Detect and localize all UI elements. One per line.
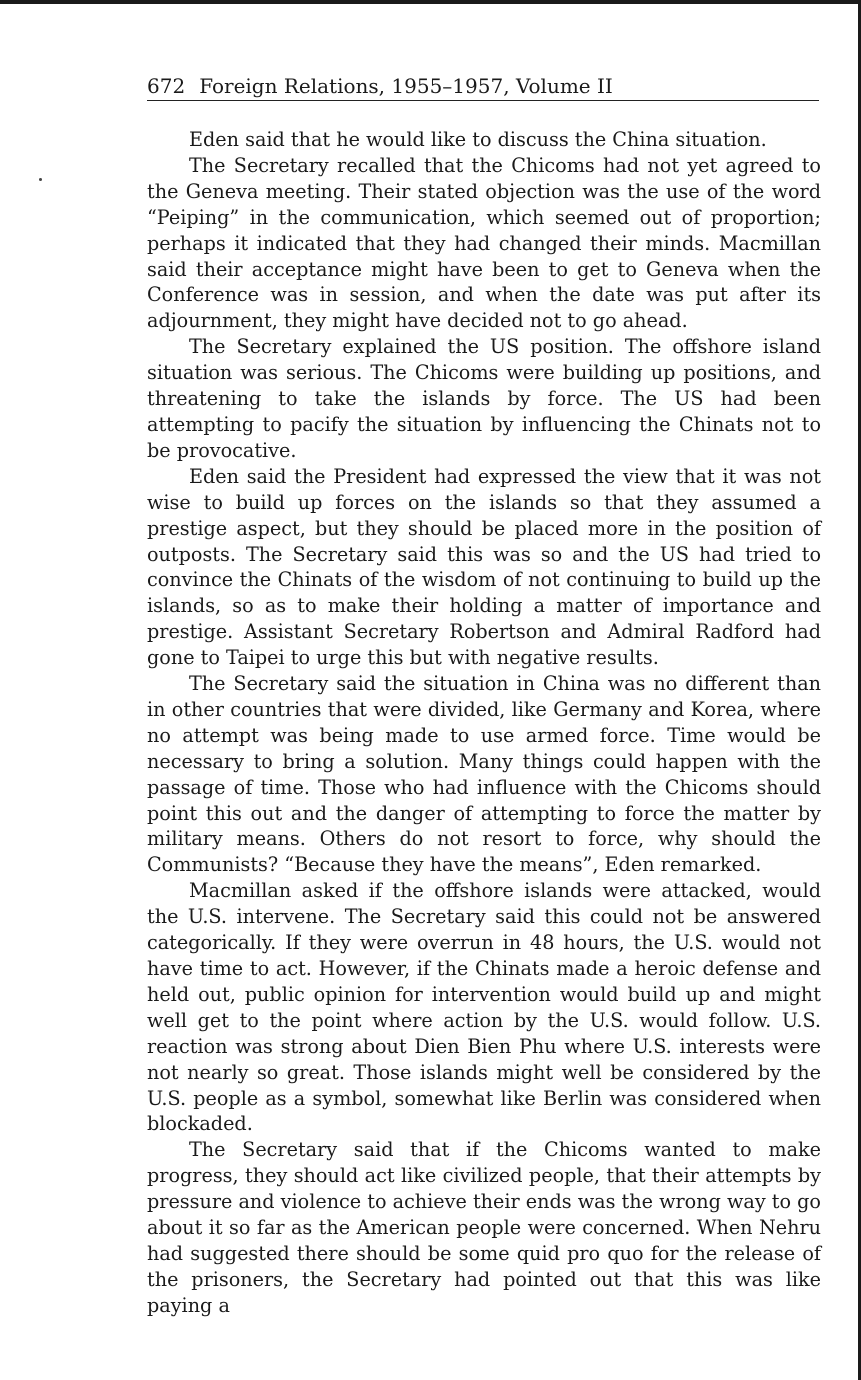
page-number: 672 <box>147 74 186 98</box>
paragraph-1: Eden said that he would like to discuss the China situation. <box>189 128 767 151</box>
body-text <box>147 127 821 1319</box>
paragraph-4: Eden said the President had expressed the view that it was not wise to build up forces on the islands so that they assumed a prestige aspect, but they should be placed more in the position of outposts. The Secretary said this was so and the US had tried to convince the Chinats of the wisdom of not continuing to build up the islands, so as to make their holding a matter of importance and prestige. Assistant Secretary Robertson and Admiral Radford had gone to Taipei to urge this but with negative results. <box>147 464 821 670</box>
header-title: Foreign Relations, 1955–1957, Volume II <box>199 74 613 98</box>
paragraph-7: The Secretary said that if the Chicoms wanted to make progress, they should act like civilized people, that their attempts by pressure and violence to achieve their ends was the wrong way to go about it so far as the American people were concerned. When Nehru had suggested there should be some quid pro quo for the release of the prisoners, the Secretary had pointed out that this was like paying a <box>147 1138 821 1317</box>
paragraph-5: The Secretary said the situation in China was no different than in other countries that were divided, like Germany and Korea, where no attempt was being made to use armed force. Time would be necessary to bring a solution. Many things could happen with the passage of time. Those who had influence with the Chicoms should point this out and the danger of attempting to force the matter by military means. Others do not resort to force, why should the Communists? “Because they have the means”, Eden remarked. <box>147 672 821 877</box>
scan-speck <box>39 178 42 181</box>
paragraph-3: The Secretary explained the US position. The offshore island situation was serious. The Chicoms were building up positions, and threatening to take the islands by force. The US had been attempting to pacify the situation by influencing the Chinats not to be provocative. <box>147 335 821 462</box>
page-edge-top <box>0 0 861 4</box>
paragraph-6: Macmillan asked if the offshore islands were attacked, would the U.S. intervene. The Secretary said this could not be answered categorically. If they were overrun in 48 hours, the U.S. would not have time to act. However, if the Chinats made a heroic defense and held out, public opinion for intervention would build up and might well get to the point where action by the U.S. would follow. U.S. reaction was strong about Dien Bien Phu where U.S. interests were not nearly so great. Those islands might well be considered by the U.S. people as a symbol, somewhat like Berlin was considered when blockaded. <box>147 879 821 1136</box>
paragraph-2: The Secretary recalled that the Chicoms had not yet agreed to the Geneva meeting. Their stated objection was the use of the word “Peiping” in the communication, which seemed out of proportion; perhaps it indicated that they had changed their minds. Macmillan said their acceptance might have been to get to Geneva when the Conference was in session, and when the date was put after its adjournment, they might have decided not to go ahead. <box>147 153 821 333</box>
running-header <box>147 74 819 101</box>
